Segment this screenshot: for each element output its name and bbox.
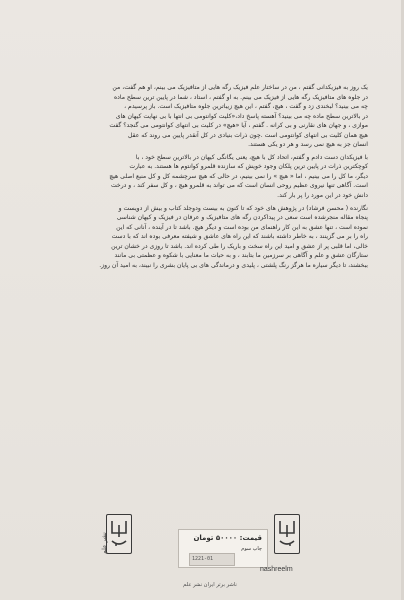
body-text	[38, 83, 368, 273]
price-text: قیمت: ۵۰۰۰۰ تومان	[193, 534, 262, 542]
text-line: در بالاترین سطح ماده چه می بینید؟ آهسته پاسخ داد،«کلیت کوانتومی بی انتها با بی نهایت کیهان های	[115, 112, 368, 120]
text-line: ببخشند، تا دیگر سیاره ما هرگز رنگ پلشتی ، پلیدی و درماندگی های بی پایان بشری را نبیند، به امید آن روز.	[99, 261, 368, 269]
barcode-sticker	[189, 553, 235, 566]
publisher-logo-icon	[274, 514, 300, 554]
edition-text: چاپ سوم	[241, 546, 262, 552]
text-line: دیگر، ما کل را می بینیم ، اما « هیچ » را نمی بینیم، در حالی که هیچ سرچشمه کل و کل منبع اصلی هیچ	[109, 172, 368, 180]
cover-footer	[0, 506, 404, 600]
paragraph-2	[38, 153, 368, 201]
text-line: در جلوه های متافیزیک رگه هایی از فیزیک می بینم. به او گفتم ، استاد ، شما در پایین ترین سطح ماده	[113, 93, 368, 101]
text-line: پنجاه مقاله منجرشده است سعی در پیداکردن رگه های متافیزیک و عرفان در فیزیک و کیهان شناسی	[116, 214, 368, 222]
text-line: ستارگان عشق و علم و آگاهی بر سرزمین ما بتابند ، و به حیات ما معنایی با شکوه و عظمتی بی مانند	[114, 252, 368, 260]
publisher-tagline: ناشر برتر ایران نشر علم	[183, 582, 237, 588]
text-line: یک روز به فیزیکدانی گفتم ، من در ساختار علم فیزیک رگه هایی از متافیزیک می بینم، او هم گفت، من	[112, 84, 368, 91]
text-line: خالی، اما قلبی پر از عشق و امید این راه سخت و باریک را طی کرده اند. باشد تا روزی در خشان ترین	[111, 242, 368, 250]
paragraph-1	[38, 83, 368, 150]
price-label-box	[178, 529, 268, 568]
text-line: کوچکترین ذرات در پایین ترین پلکان وجود خویش که سازنده قلمرو کوانتوم ها هستند. به عبارت	[129, 163, 368, 171]
text-line: نموده است ، تنها عشق به این کار راهنمای من بوده است و دیگر هیچ. باشد تا در آینده ، آنانی که این	[116, 223, 368, 231]
publisher-logo-icon	[106, 514, 132, 554]
text-line: چه می بینید؟ لبخندی زد و گفت ، هیچ، گفتم ، این هیچ زیباترین جلوه متافیزیک است. باز پرسیدم ،	[124, 103, 368, 111]
text-line: نگارنده ( محسن فرشاد) در پژوهش های خود که تا کنون به بیست ودوجلد کتاب و بیش از دویست و	[118, 204, 368, 212]
publisher-name-vertical: نشر علم	[101, 532, 108, 554]
text-line: هیچ همان کلیت بی انتهای کوانتومی است .چون ذرات بنیادی در کل آنقدر پایین می روند که عقل	[128, 131, 368, 139]
text-line: موازی ، و جهان های نقارنی و بی کرانه . گفتم ، آیا «هیچ» در کلیت بی انتهای کوانتومی می گنجد؟ گفت	[109, 122, 368, 130]
sticker-code: 1221-01	[192, 556, 214, 562]
text-line: راه را بر می گزینند ، به خاطر داشته باشند که این راه های عاشق و شیفته معرفی بوده اند که با دست	[111, 233, 368, 241]
text-line: است. آگاهی تنها نیروی عظیم روحی انسان است که می تواند به قلمرو هیچ ، و کل سفر کند ، و درخت	[110, 182, 368, 190]
text-line: انسان جز به هیچ نمی رسد و هر دو یکی هستند.	[248, 141, 368, 149]
publisher-website: nashreelm	[260, 566, 293, 573]
paragraph-3	[38, 204, 368, 271]
text-line: دانش خود در این مورد را پر بار کند.	[277, 192, 368, 200]
text-line: با فیزیکدان دست دادم و گفتم، اتحاد کل با هیچ، یعنی یگانگی کیهان در بالاترین سطح خود ، با	[135, 153, 368, 161]
